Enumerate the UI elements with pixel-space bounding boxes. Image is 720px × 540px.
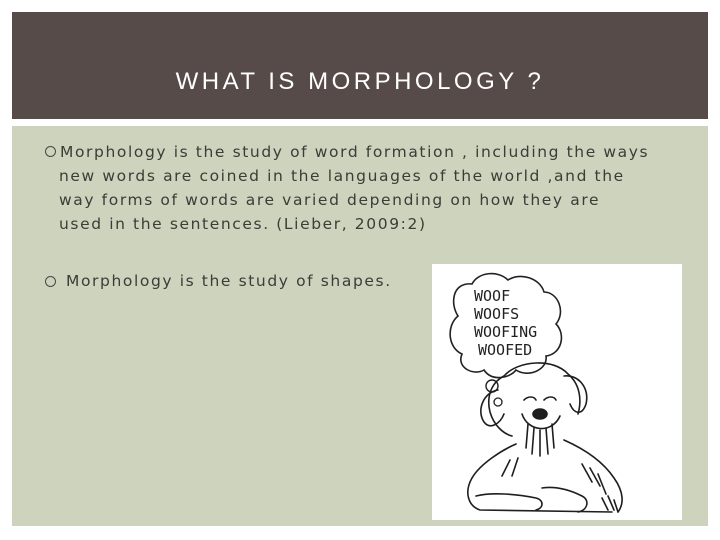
dog-drawing [468, 363, 622, 512]
hollow-circle-bullet-icon [45, 276, 56, 287]
bubble-word: WOOF [474, 287, 511, 305]
bullet-shapes: Morphology is the study of shapes. [66, 272, 392, 290]
bullet-line: used in the sentences. (Lieber, 2009:2) [59, 215, 427, 233]
title-bar [12, 12, 708, 119]
bubble-word: WOOFED [478, 341, 533, 359]
bullet-line: way forms of words are varied depending on how they are [59, 191, 601, 209]
slide-title: WHAT IS MORPHOLOGY ? [175, 68, 545, 95]
bullet-definition [46, 140, 696, 236]
cartoon-dog-thought-bubble-icon [432, 264, 682, 520]
bullet-line: new words are coined in the languages of the world ,and the [59, 167, 625, 185]
bullet-line: Morphology is the study of word formation , including the ways [60, 143, 650, 161]
bubble-word: WOOFS [474, 305, 520, 323]
bubble-word: WOOFING [474, 323, 538, 341]
